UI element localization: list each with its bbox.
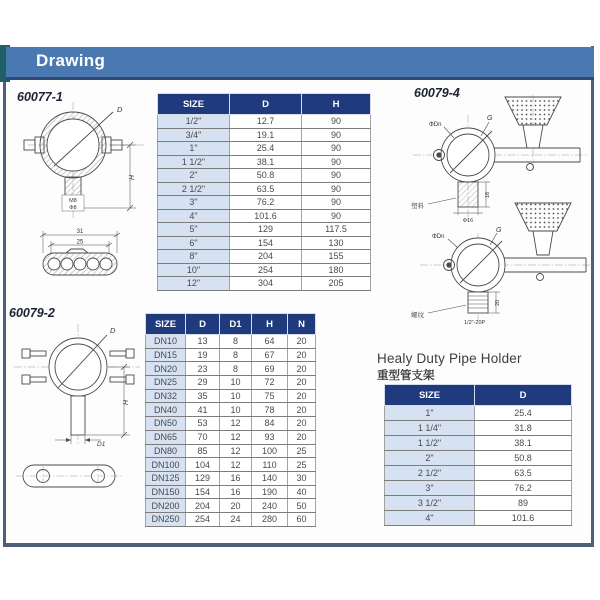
product-code-60079-4: 60079-4 <box>414 86 460 100</box>
table-cell: DN150 <box>146 485 186 499</box>
product-code-60077-1: 60077-1 <box>17 90 63 104</box>
table-row <box>146 471 316 485</box>
table-cell: 10 <box>220 389 252 403</box>
table-cell: 60 <box>288 512 316 526</box>
table-cell: 1/2" <box>158 115 230 129</box>
table-cell: 110 <box>252 458 288 472</box>
table-cell: 72 <box>252 376 288 390</box>
table-cell: 154 <box>230 236 302 250</box>
table-cell: 25 <box>288 444 316 458</box>
table-cell: 2" <box>385 451 475 466</box>
table-row <box>385 466 572 481</box>
table-row <box>146 348 316 362</box>
dim-label-d1: D1 <box>97 441 106 448</box>
table-cell: 90 <box>302 128 371 142</box>
clamp-front-view <box>24 102 146 218</box>
table-row <box>385 496 572 511</box>
dim-label-d: D <box>110 326 116 335</box>
table-cell: 8 <box>220 335 252 349</box>
table-cell: 76.2 <box>475 481 572 496</box>
table-row <box>158 128 371 142</box>
table-cell: 90 <box>302 196 371 210</box>
table-cell: 12 <box>220 417 252 431</box>
table-cell: 90 <box>302 155 371 169</box>
dim-label-d: D <box>117 105 123 114</box>
table-cell: 20 <box>288 335 316 349</box>
table-cell: 20 <box>288 389 316 403</box>
table-cell: 50.8 <box>475 451 572 466</box>
table-cell: 20 <box>220 499 252 513</box>
heavy-duty-title-en: Healy Duty Pipe Holder <box>377 351 522 366</box>
table-cell: 12 <box>220 444 252 458</box>
size-table-heavy-duty <box>384 384 572 526</box>
table-cell: 101.6 <box>230 209 302 223</box>
table-row <box>146 485 316 499</box>
product-code-60079-2: 60079-2 <box>9 306 55 320</box>
table-row <box>146 458 316 472</box>
table-cell: 190 <box>252 485 288 499</box>
table-cell: 20 <box>288 376 316 390</box>
table-cell: 29 <box>186 376 220 390</box>
table-row <box>158 236 371 250</box>
thread-spec-label: 1/2"-20P <box>464 320 486 326</box>
column-header: D <box>230 94 302 115</box>
table-cell: 63.5 <box>230 182 302 196</box>
table-cell: 89 <box>475 496 572 511</box>
table-cell: 20 <box>288 348 316 362</box>
table-cell: 240 <box>252 499 288 513</box>
table-cell: DN250 <box>146 512 186 526</box>
table-cell: 1 1/2" <box>158 155 230 169</box>
dim-label-h: H <box>129 174 136 180</box>
table-cell: 69 <box>252 362 288 376</box>
dim-label-h: H <box>123 399 130 405</box>
thread-label: 螺纹 <box>411 312 424 319</box>
column-header: D1 <box>220 314 252 335</box>
table-row <box>158 115 371 129</box>
stem-height-dim: 16 <box>485 191 491 198</box>
table-row <box>146 417 316 431</box>
table-cell: 63.5 <box>475 466 572 481</box>
table-cell: 35 <box>186 389 220 403</box>
mounting-bar-view <box>16 465 122 487</box>
plastic-label: 塑料 <box>411 203 424 210</box>
table-cell: 10" <box>158 263 230 277</box>
section-header-bar <box>6 47 594 80</box>
table-cell: 5" <box>158 223 230 237</box>
base-inner-dim-label: 25 <box>76 239 84 246</box>
table-cell: DN65 <box>146 430 186 444</box>
table-cell: 8 <box>220 348 252 362</box>
page-title: Drawing <box>36 51 106 70</box>
size-table-60077-1 <box>157 93 371 291</box>
table-row <box>158 277 371 291</box>
table-cell: 130 <box>302 236 371 250</box>
g-label-top: G <box>487 115 493 122</box>
table-cell: 90 <box>302 115 371 129</box>
table-cell: 38.1 <box>475 436 572 451</box>
table-cell: 20 <box>288 403 316 417</box>
table-cell: 3" <box>385 481 475 496</box>
table-row <box>158 263 371 277</box>
table-cell: 50.8 <box>230 169 302 183</box>
table-row <box>385 436 572 451</box>
table-cell: DN40 <box>146 403 186 417</box>
g-label-bottom: G <box>496 227 502 234</box>
table-row <box>158 182 371 196</box>
table-cell: 12 <box>220 430 252 444</box>
table-cell: DN100 <box>146 458 186 472</box>
column-header: D <box>475 385 572 406</box>
table-cell: 25.4 <box>230 142 302 156</box>
table-cell: 129 <box>186 471 220 485</box>
table-cell: 100 <box>252 444 288 458</box>
table-cell: 20 <box>288 430 316 444</box>
table-cell: DN15 <box>146 348 186 362</box>
table-cell: DN80 <box>146 444 186 458</box>
table-row <box>146 362 316 376</box>
base-outer-dim-label: 31 <box>76 229 84 235</box>
wing-clamp-bottom-view <box>420 203 590 321</box>
table-cell: 129 <box>230 223 302 237</box>
table-cell: 40 <box>288 485 316 499</box>
table-cell: 4" <box>158 209 230 223</box>
table-cell: 75 <box>252 389 288 403</box>
table-cell: 67 <box>252 348 288 362</box>
table-header-row <box>385 385 572 406</box>
table-cell: 12" <box>158 277 230 291</box>
table-cell: DN50 <box>146 417 186 431</box>
dn-label-top: ΦDn <box>429 122 442 128</box>
stem2-height-dim: 20 <box>495 299 501 306</box>
table-row <box>158 209 371 223</box>
table-cell: 19 <box>186 348 220 362</box>
table-cell: 85 <box>186 444 220 458</box>
table-row <box>385 406 572 421</box>
table-row <box>146 444 316 458</box>
table-cell: 4" <box>385 511 475 526</box>
table-cell: 90 <box>302 142 371 156</box>
table-cell: 3/4" <box>158 128 230 142</box>
table-cell: 90 <box>302 182 371 196</box>
stem-thread-label: M8 <box>69 198 77 204</box>
base-plate-top-view <box>40 231 120 275</box>
table-row <box>146 389 316 403</box>
table-row <box>146 499 316 513</box>
table-cell: 101.6 <box>475 511 572 526</box>
table-cell: 76.2 <box>230 196 302 210</box>
table-cell: 24 <box>220 512 252 526</box>
table-cell: 205 <box>302 277 371 291</box>
table-cell: DN20 <box>146 362 186 376</box>
table-row <box>385 481 572 496</box>
table-cell: 12.7 <box>230 115 302 129</box>
table-cell: 23 <box>186 362 220 376</box>
drawing-60077-1 <box>18 100 153 295</box>
table-row <box>385 451 572 466</box>
table-cell: 10 <box>220 376 252 390</box>
table-row <box>385 421 572 436</box>
table-cell: 19.1 <box>230 128 302 142</box>
column-header: SIZE <box>385 385 475 406</box>
table-cell: 70 <box>186 430 220 444</box>
table-cell: 50 <box>288 499 316 513</box>
column-header: H <box>252 314 288 335</box>
table-header-row <box>146 314 316 335</box>
table-cell: 16 <box>220 485 252 499</box>
column-header: SIZE <box>158 94 230 115</box>
table-cell: 20 <box>288 417 316 431</box>
table-row <box>158 155 371 169</box>
table-row <box>158 250 371 264</box>
table-cell: 2 1/2" <box>385 466 475 481</box>
stem-diameter-dim: Φ16 <box>462 218 474 224</box>
table-row <box>158 169 371 183</box>
table-cell: 25.4 <box>475 406 572 421</box>
table-row <box>158 223 371 237</box>
table-cell: 6" <box>158 236 230 250</box>
table-cell: 8 <box>220 362 252 376</box>
heavy-duty-title-zh: 重型管支架 <box>377 370 435 382</box>
table-cell: 154 <box>186 485 220 499</box>
table-row <box>146 403 316 417</box>
table-cell: 2 1/2" <box>158 182 230 196</box>
table-row <box>146 430 316 444</box>
table-row <box>158 196 371 210</box>
column-header: H <box>302 94 371 115</box>
table-cell: 104 <box>186 458 220 472</box>
drawing-60079-2 <box>10 322 145 497</box>
table-cell: 254 <box>230 263 302 277</box>
table-cell: 41 <box>186 403 220 417</box>
table-cell: 64 <box>252 335 288 349</box>
table-cell: 12 <box>220 458 252 472</box>
table-cell: 3 1/2" <box>385 496 475 511</box>
table-cell: 1 1/4" <box>385 421 475 436</box>
table-cell: 90 <box>302 169 371 183</box>
table-cell: 90 <box>302 209 371 223</box>
table-cell: 93 <box>252 430 288 444</box>
table-cell: 3" <box>158 196 230 210</box>
table-cell: DN10 <box>146 335 186 349</box>
table-cell: 254 <box>186 512 220 526</box>
table-cell: 8" <box>158 250 230 264</box>
table-cell: 1" <box>158 142 230 156</box>
column-header: SIZE <box>146 314 186 335</box>
table-cell: 38.1 <box>230 155 302 169</box>
table-cell: 53 <box>186 417 220 431</box>
table-cell: 1" <box>385 406 475 421</box>
table-header-row <box>158 94 371 115</box>
double-bolt-clamp-view <box>14 324 140 444</box>
table-cell: 117.5 <box>302 223 371 237</box>
table-cell: DN125 <box>146 471 186 485</box>
heavy-duty-title-block <box>377 351 522 383</box>
table-cell: 204 <box>230 250 302 264</box>
table-cell: 13 <box>186 335 220 349</box>
table-row <box>146 512 316 526</box>
table-cell: 280 <box>252 512 288 526</box>
drawing-60079-4 <box>408 95 593 327</box>
table-cell: 180 <box>302 263 371 277</box>
size-table-60079-2 <box>145 313 316 527</box>
table-cell: 84 <box>252 417 288 431</box>
table-row <box>146 335 316 349</box>
table-cell: 30 <box>288 471 316 485</box>
table-cell: 2" <box>158 169 230 183</box>
table-cell: DN200 <box>146 499 186 513</box>
dn-label-bottom: ΦDn <box>432 234 445 240</box>
column-header: D <box>186 314 220 335</box>
column-header: N <box>288 314 316 335</box>
table-cell: 20 <box>288 362 316 376</box>
table-cell: 1 1/2" <box>385 436 475 451</box>
table-cell: 155 <box>302 250 371 264</box>
table-cell: 140 <box>252 471 288 485</box>
table-cell: DN25 <box>146 376 186 390</box>
table-cell: 10 <box>220 403 252 417</box>
table-cell: 31.8 <box>475 421 572 436</box>
table-cell: DN32 <box>146 389 186 403</box>
table-cell: 16 <box>220 471 252 485</box>
table-row <box>385 511 572 526</box>
table-cell: 304 <box>230 277 302 291</box>
table-cell: 25 <box>288 458 316 472</box>
stem-diameter-label: Φ8 <box>69 205 77 211</box>
table-row <box>146 376 316 390</box>
table-cell: 204 <box>186 499 220 513</box>
table-cell: 78 <box>252 403 288 417</box>
table-row <box>158 142 371 156</box>
